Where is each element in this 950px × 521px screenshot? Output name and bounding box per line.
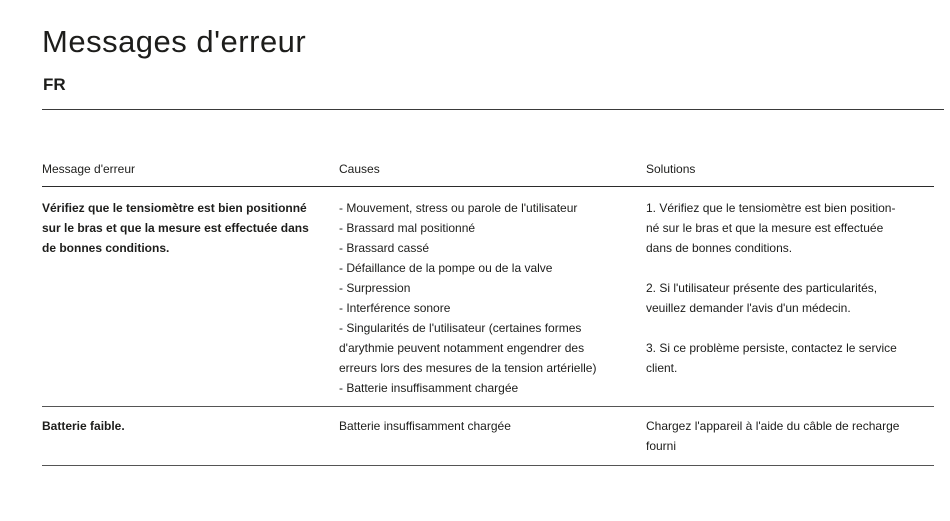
solution-line: né sur le bras et que la mesure est effectuée — [646, 221, 884, 235]
solution-line: 2. Si l'utilisateur présente des particularités, — [646, 281, 878, 295]
message-line: Vérifiez que le tensiomètre est bien positionné — [42, 201, 307, 215]
solution-line: veuillez demander l'avis d'un médecin. — [646, 301, 851, 315]
solutions-cell — [646, 416, 934, 456]
message-line: Batterie faible. — [42, 419, 125, 433]
cause-line: - Interférence sonore — [339, 301, 451, 315]
error-message-cell — [42, 198, 339, 398]
causes-cell — [339, 416, 646, 456]
solution-line: client. — [646, 361, 678, 375]
page-title: Messages d'erreur — [42, 24, 307, 59]
solution-line: 3. Si ce problème persiste, contactez le service — [646, 341, 897, 355]
header-message: Message d'erreur — [42, 162, 135, 176]
solution-line: Chargez l'appareil à l'aide du câble de recharge — [646, 419, 900, 433]
error-message-cell — [42, 416, 339, 456]
cause-line: - Brassard mal positionné — [339, 221, 476, 235]
cause-line: - Défaillance de la pompe ou de la valve — [339, 261, 553, 275]
solution-paragraph — [646, 198, 934, 258]
solution-line: dans de bonnes conditions. — [646, 241, 793, 255]
message-line: de bonnes conditions. — [42, 241, 170, 255]
solution-line: fourni — [646, 439, 677, 453]
cause-line: erreurs lors des mesures de la tension artérielle) — [339, 361, 597, 375]
cause-line: - Batterie insuffisamment chargée — [339, 381, 519, 395]
cause-line: - Mouvement, stress ou parole de l'utilisateur — [339, 201, 578, 215]
message-line: sur le bras et que la mesure est effectuée dans — [42, 221, 309, 235]
divider — [42, 109, 944, 110]
cause-line: - Surpression — [339, 281, 411, 295]
solution-paragraph — [646, 338, 934, 378]
solutions-cell — [646, 198, 934, 398]
cause-line: Batterie insuffisamment chargée — [339, 419, 511, 433]
solution-line: 1. Vérifiez que le tensiomètre est bien position- — [646, 201, 896, 215]
language-label: FR — [43, 75, 66, 94]
table-header-row — [42, 160, 934, 187]
causes-cell — [339, 198, 646, 398]
table-row — [42, 407, 934, 466]
error-messages-table — [42, 160, 934, 466]
cause-line: - Singularités de l'utilisateur (certaines formes — [339, 321, 582, 335]
cause-line: - Brassard cassé — [339, 241, 430, 255]
table-row — [42, 187, 934, 407]
cause-line: d'arythmie peuvent notamment engendrer des — [339, 341, 585, 355]
solution-paragraph — [646, 278, 934, 318]
header-solutions: Solutions — [646, 162, 696, 176]
header-causes: Causes — [339, 162, 380, 176]
